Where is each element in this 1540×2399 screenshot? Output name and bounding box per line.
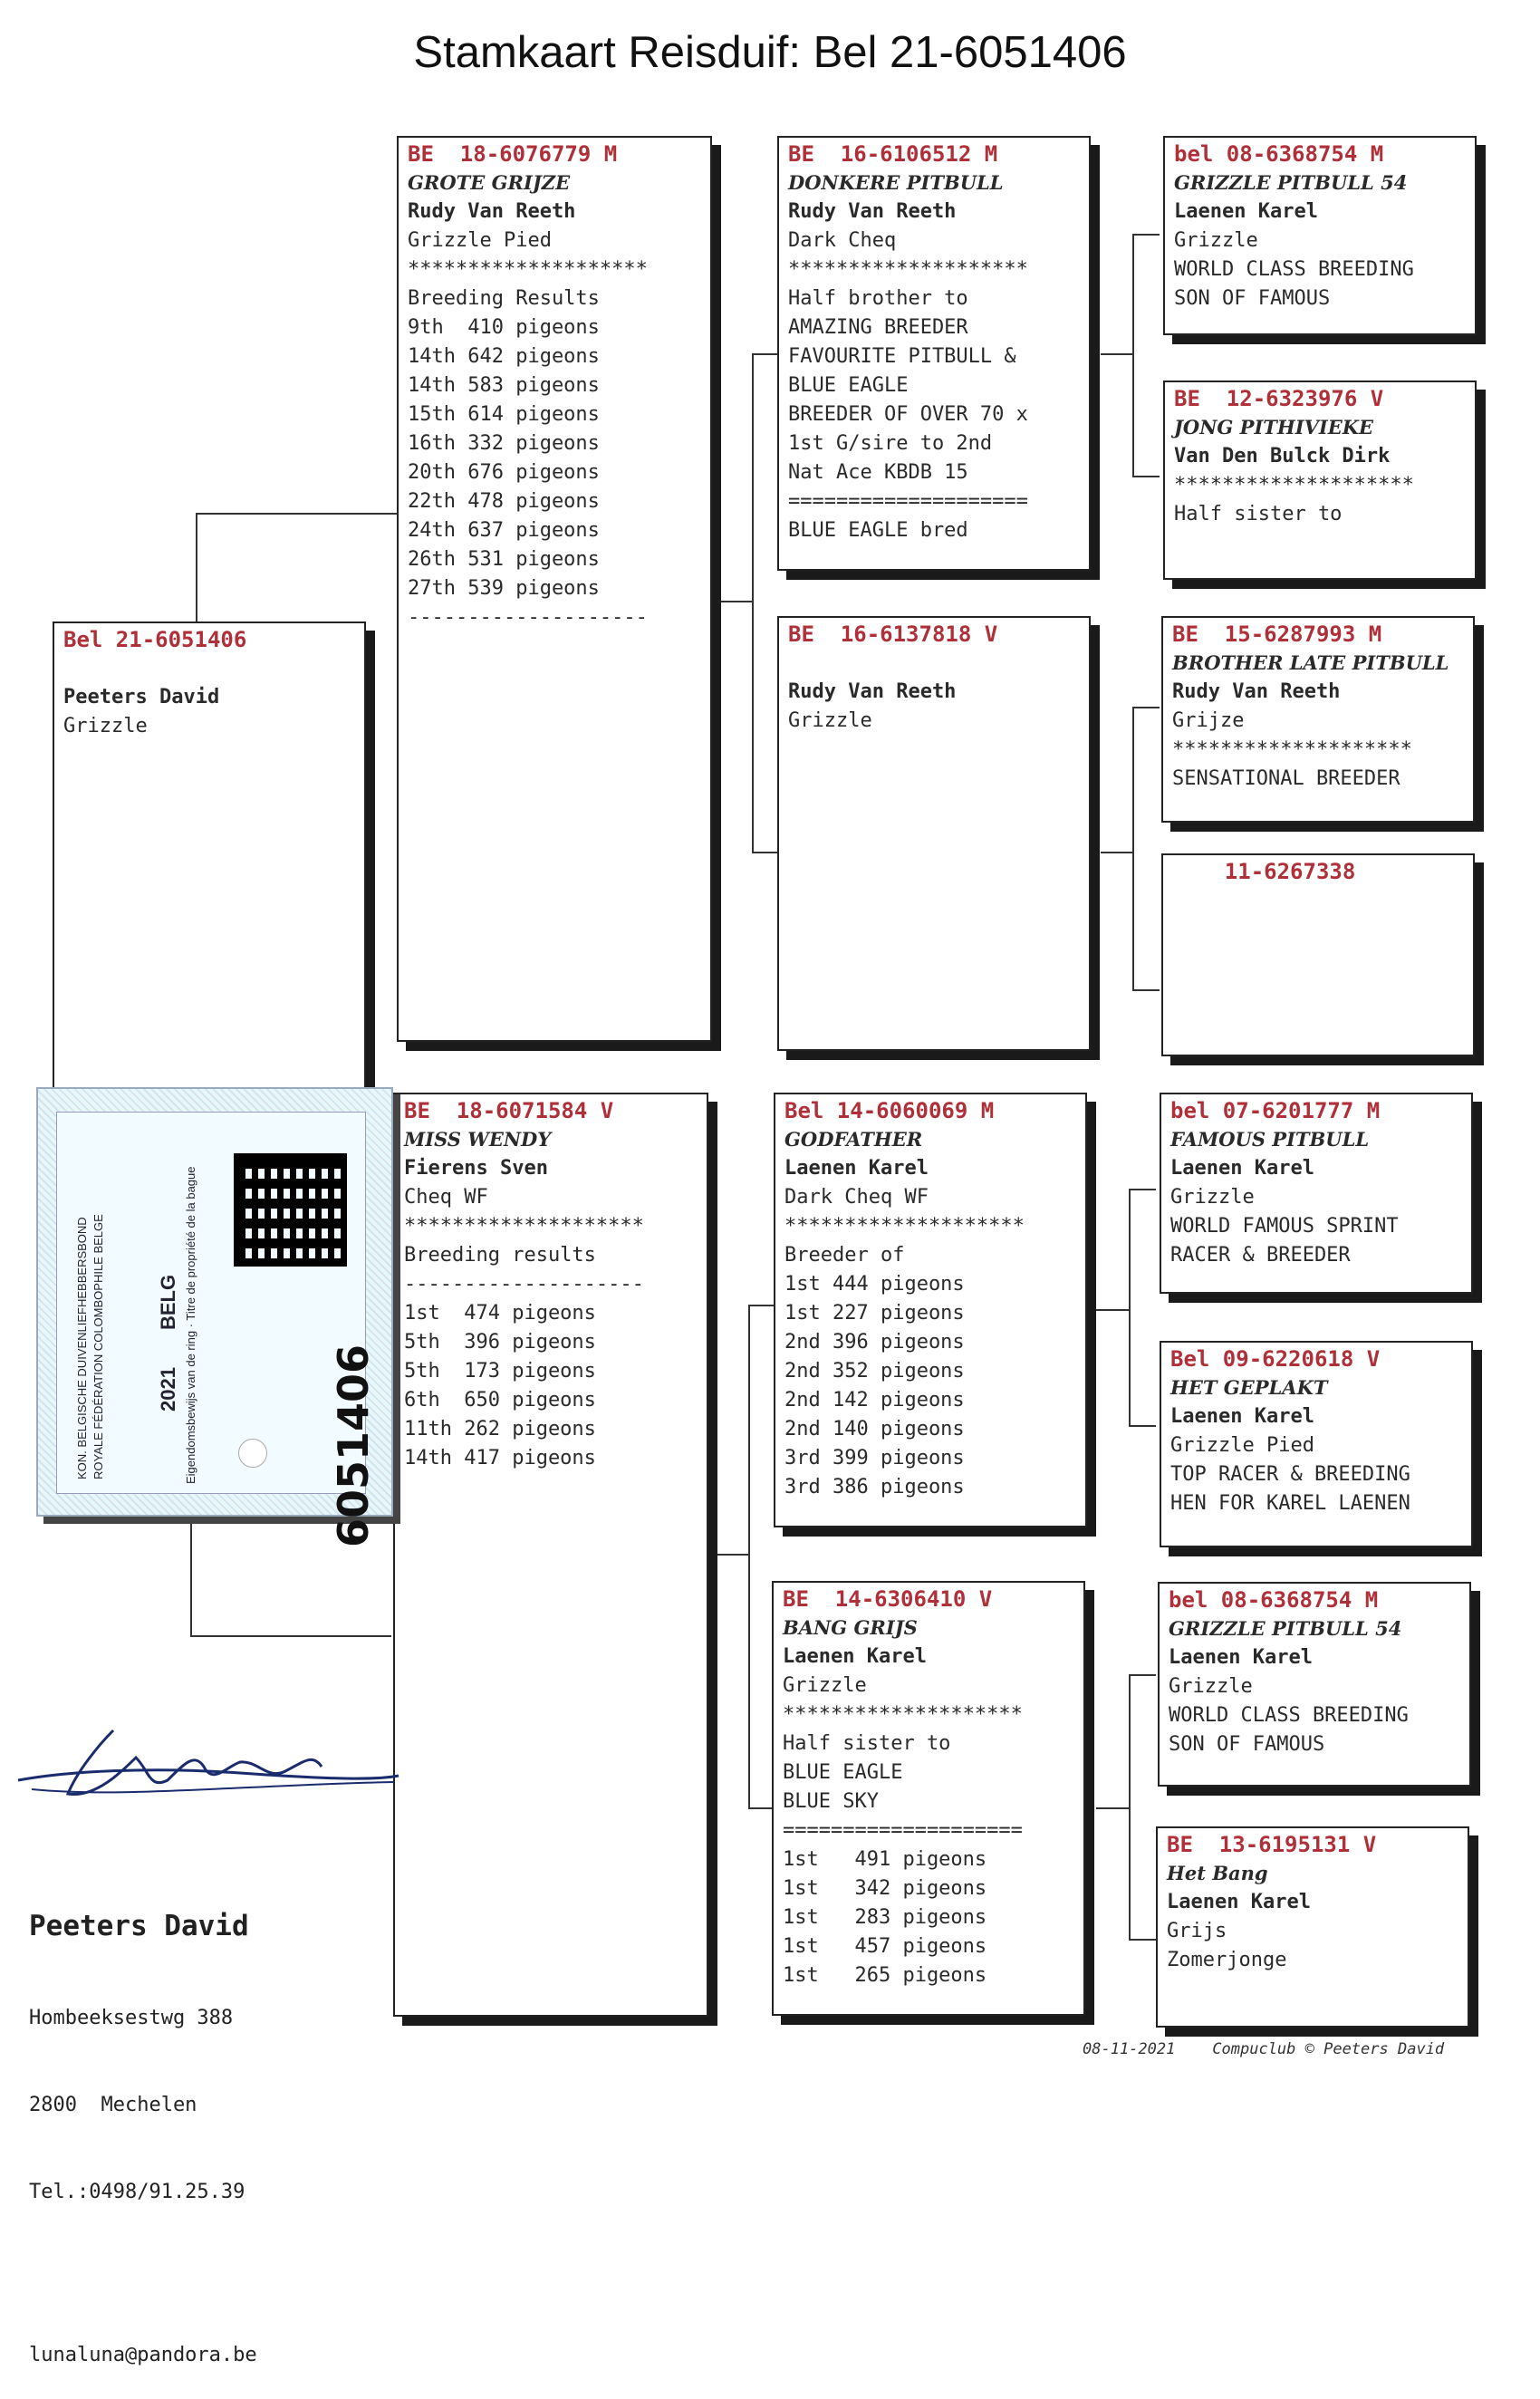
connector	[196, 513, 397, 515]
note-line: 5th 396 pigeons	[404, 1331, 596, 1354]
note-line: 16th 332 pigeons	[408, 432, 600, 455]
note-line: 14th 583 pigeons	[408, 374, 600, 397]
note-line: 1st 457 pigeons	[783, 1935, 987, 1958]
note-line: ********************	[783, 1703, 1023, 1726]
breeder-name: Fierens Sven	[404, 1157, 548, 1180]
pigeon-color: Grijze	[1172, 709, 1245, 732]
gen4-card-7	[1158, 1582, 1471, 1787]
ring-number: BE 15-6287993 M	[1172, 621, 1382, 647]
note-line: WORLD CLASS BREEDING	[1169, 1704, 1409, 1727]
pigeon-color: Dark Cheq WF	[784, 1186, 929, 1209]
note-line: Breeding results	[404, 1244, 596, 1267]
note-line: 14th 417 pigeons	[404, 1447, 596, 1469]
note-line: BLUE EAGLE bred	[788, 519, 968, 542]
connector	[1129, 1189, 1156, 1190]
pigeon-color: Grizzle	[783, 1674, 867, 1697]
note-line: Nat Ace KBDB 15	[788, 461, 968, 484]
connector	[190, 1635, 391, 1637]
note-line: 5th 173 pigeons	[404, 1360, 596, 1383]
connector	[1129, 1189, 1131, 1426]
ring-number: bel 08-6368754 M	[1169, 1587, 1379, 1613]
note-line: BREEDER OF OVER 70 x	[788, 403, 1028, 426]
gen4-card-3	[1161, 616, 1475, 823]
connector	[752, 353, 754, 852]
connector	[752, 353, 779, 355]
note-line: 3rd 386 pigeons	[784, 1476, 965, 1498]
ring-number: BE 18-6071584 V	[404, 1098, 614, 1123]
note-line: 15th 614 pigeons	[408, 403, 600, 426]
pigeon-color: Grizzle	[1174, 229, 1258, 252]
connector	[1132, 707, 1160, 708]
note-line: Half sister to	[783, 1732, 951, 1755]
note-line: FAVOURITE PITBULL &	[788, 345, 1016, 368]
note-line: Half brother to	[788, 287, 968, 310]
card-panel	[56, 1112, 378, 1547]
print-stamp: 08-11-2021 Compuclub © Peeters David	[1083, 2040, 1445, 2058]
breeder-name: Rudy Van Reeth	[788, 680, 957, 703]
owner-email: lunaluna@pandora.be	[29, 2344, 257, 2366]
note-line: 26th 531 pigeons	[408, 548, 600, 571]
card-org-fr: ROYALE FÉDÉRATION COLOMBOPHILE BELGE	[91, 1214, 105, 1479]
note-line: --------------------	[404, 1273, 644, 1296]
note-line: TOP RACER & BREEDING	[1170, 1463, 1410, 1486]
pigeon-name: GRIZZLE PITBULL 54	[1169, 1617, 1402, 1640]
breeder-name: Laenen Karel	[1170, 1157, 1314, 1180]
pigeon-name: BANG GRIJS	[783, 1616, 918, 1639]
note-line: AMAZING BREEDER	[788, 316, 968, 339]
connector	[1101, 353, 1132, 355]
connector	[752, 852, 779, 853]
connector	[1129, 1939, 1156, 1941]
note-line: 14th 642 pigeons	[408, 345, 600, 368]
connector	[190, 1513, 192, 1636]
note-line: Zomerjonge	[1167, 1949, 1287, 1971]
card-country: BELG	[157, 1274, 179, 1330]
note-line: SON OF FAMOUS	[1169, 1733, 1325, 1756]
note-line: SENSATIONAL BREEDER	[1172, 767, 1400, 790]
note-line: BLUE EAGLE	[783, 1761, 903, 1784]
ring-number: bel 07-6201777 M	[1170, 1098, 1381, 1123]
connector	[1101, 852, 1132, 853]
owner-city: 2800 Mechelen	[29, 2094, 197, 2116]
connector	[1129, 1674, 1131, 1939]
note-line: HEN FOR KAREL LAENEN	[1170, 1492, 1410, 1515]
ring-number: BE 12-6323976 V	[1174, 386, 1384, 411]
note-line: WORLD CLASS BREEDING	[1174, 258, 1414, 281]
dam-sire-card	[774, 1093, 1087, 1527]
pigeon-color: Grijs	[1167, 1920, 1227, 1942]
note-line: 1st 265 pigeons	[783, 1964, 987, 1987]
card-year: 2021	[157, 1367, 179, 1411]
ring-number: bel 08-6368754 M	[1174, 141, 1384, 167]
breeder-name: Laenen Karel	[1169, 1646, 1313, 1669]
sire-card	[397, 136, 712, 1042]
note-line: 1st G/sire to 2nd	[788, 432, 993, 455]
connector	[1096, 1807, 1129, 1809]
pigeon-name: FAMOUS PITBULL	[1170, 1128, 1370, 1151]
note-line: BLUE EAGLE	[788, 374, 909, 397]
pigeon-color: Cheq WF	[404, 1186, 488, 1209]
pigeon-name: DONKERE PITBULL	[788, 171, 1004, 194]
note-line: 3rd 399 pigeons	[784, 1447, 965, 1469]
ring-number: Bel 14-6060069 M	[784, 1098, 995, 1123]
gen4-card-5	[1160, 1093, 1473, 1294]
gen4-card-2	[1163, 381, 1477, 580]
connector	[1132, 476, 1160, 477]
note-line: BLUE SKY	[783, 1790, 879, 1813]
note-line: ********************	[1174, 474, 1414, 496]
ring-number: BE 16-6137818 V	[788, 621, 998, 647]
page-title: Stamkaart Reisduif: Bel 21-6051406	[413, 28, 1127, 77]
note-line: 11th 262 pigeons	[404, 1418, 596, 1440]
pigeon-name: GODFATHER	[784, 1128, 923, 1151]
connector	[1132, 234, 1134, 477]
note-line: 2nd 352 pigeons	[784, 1360, 965, 1383]
connector	[716, 601, 752, 602]
gen4-card-8	[1156, 1826, 1469, 2028]
breeder-name: Rudy Van Reeth	[408, 200, 576, 223]
breeder-name: Laenen Karel	[1174, 200, 1318, 223]
breeder-name: Laenen Karel	[784, 1157, 929, 1180]
ring-number: 11-6267338	[1172, 859, 1356, 884]
note-line: 1st 227 pigeons	[784, 1302, 965, 1325]
card-ring-number: 6051406	[329, 1344, 378, 1547]
pigeon-color: Grizzle Pied	[408, 229, 552, 252]
breeder-name: Rudy Van Reeth	[1172, 680, 1341, 703]
note-line: 27th 539 pigeons	[408, 577, 600, 600]
connector	[196, 513, 197, 621]
ring-number: Bel 09-6220618 V	[1170, 1346, 1381, 1372]
note-line: ====================	[783, 1819, 1023, 1842]
gen4-card-6	[1160, 1341, 1473, 1547]
connector	[1132, 989, 1160, 991]
dam-card	[393, 1093, 708, 2017]
card-hole	[238, 1439, 267, 1468]
card-ownership-text: Eigendomsbewijs van de ring · Titre de propriété de la bague	[184, 1166, 197, 1484]
connector	[1129, 1425, 1156, 1427]
owner-name: Peeters David	[29, 1910, 249, 1942]
owner-info	[29, 1848, 257, 2399]
note-line: --------------------	[408, 606, 648, 629]
note-line: 6th 650 pigeons	[404, 1389, 596, 1411]
pigeon-color: Grizzle	[63, 715, 148, 737]
pigeon-name: GROTE GRIJZE	[408, 171, 571, 194]
sire-sire-card	[777, 136, 1091, 571]
note-line: 22th 478 pigeons	[408, 490, 600, 513]
note-line: ********************	[408, 258, 648, 281]
note-line: WORLD FAMOUS SPRINT	[1170, 1215, 1399, 1238]
note-line: ====================	[788, 490, 1028, 513]
pigeon-name: Het Bang	[1167, 1862, 1268, 1884]
connector	[748, 1305, 750, 1807]
signature	[14, 1717, 403, 1816]
pigeon-color: Grizzle	[788, 709, 872, 732]
connector	[1096, 1309, 1129, 1311]
note-line: SON OF FAMOUS	[1174, 287, 1331, 310]
note-line: 1st 342 pigeons	[783, 1877, 987, 1900]
note-line: 2nd 140 pigeons	[784, 1418, 965, 1440]
owner-phone: Tel.:0498/91.25.39	[29, 2181, 245, 2203]
pigeon-name: HET GEPLAKT	[1170, 1376, 1328, 1399]
note-line: 1st 491 pigeons	[783, 1848, 987, 1871]
note-line: Breeding Results	[408, 287, 600, 310]
note-line: 2nd 142 pigeons	[784, 1389, 965, 1411]
pigeon-color: Grizzle	[1170, 1186, 1255, 1209]
note-line: RACER & BREEDER	[1170, 1244, 1351, 1267]
gen4-card-4	[1161, 853, 1475, 1056]
qr-code-icon	[234, 1153, 347, 1267]
card-org-nl: KON. BELGISCHE DUIVENLIEFHEBBERSBOND	[75, 1217, 89, 1479]
gen4-card-1	[1163, 136, 1477, 335]
note-line: ********************	[404, 1215, 644, 1238]
note-line: 9th 410 pigeons	[408, 316, 600, 339]
connector	[1132, 234, 1160, 236]
dam-dam-card	[772, 1581, 1085, 2016]
pigeon-name: JONG PITHIVIEKE	[1174, 416, 1373, 438]
note-line: 1st 474 pigeons	[404, 1302, 596, 1325]
note-line: ********************	[788, 258, 1028, 281]
breeder-name: Rudy Van Reeth	[788, 200, 957, 223]
note-line: ********************	[784, 1215, 1025, 1238]
subject-card	[53, 621, 366, 1093]
ring-number: BE 13-6195131 V	[1167, 1832, 1377, 1857]
note-line: Breeder of	[784, 1244, 905, 1267]
note-line: 1st 283 pigeons	[783, 1906, 987, 1929]
connector	[712, 1554, 748, 1556]
breeder-name: Laenen Karel	[1170, 1405, 1314, 1428]
breeder-name: Van Den Bulck Dirk	[1174, 445, 1391, 467]
pigeon-color: Grizzle Pied	[1170, 1434, 1314, 1457]
connector	[748, 1305, 775, 1306]
note-line: 2nd 396 pigeons	[784, 1331, 965, 1354]
connector	[1132, 707, 1134, 989]
pigeon-color: Dark Cheq	[788, 229, 897, 252]
note-line: 24th 637 pigeons	[408, 519, 600, 542]
pigeon-color: Grizzle	[1169, 1675, 1253, 1698]
note-line: 20th 676 pigeons	[408, 461, 600, 484]
pigeon-name: MISS WENDY	[404, 1128, 552, 1151]
ring-ownership-card	[36, 1087, 393, 1547]
pigeon-name: BROTHER LATE PITBULL	[1172, 651, 1449, 674]
sire-dam-card	[777, 616, 1091, 1051]
breeder-name: Peeters David	[63, 686, 220, 708]
connector	[1129, 1674, 1156, 1676]
note-line: Half sister to	[1174, 503, 1343, 525]
owner-street: Hombeeksestwg 388	[29, 2007, 234, 2029]
ring-number: Bel 21-6051406	[63, 627, 247, 652]
breeder-name: Laenen Karel	[783, 1645, 927, 1668]
breeder-name: Laenen Karel	[1167, 1891, 1311, 1913]
note-line: ********************	[1172, 738, 1412, 761]
pigeon-name: GRIZZLE PITBULL 54	[1174, 171, 1408, 194]
ring-number: BE 14-6306410 V	[783, 1586, 993, 1612]
note-line: 1st 444 pigeons	[784, 1273, 965, 1296]
ring-number: BE 16-6106512 M	[788, 141, 998, 167]
ring-number: BE 18-6076779 M	[408, 141, 618, 167]
